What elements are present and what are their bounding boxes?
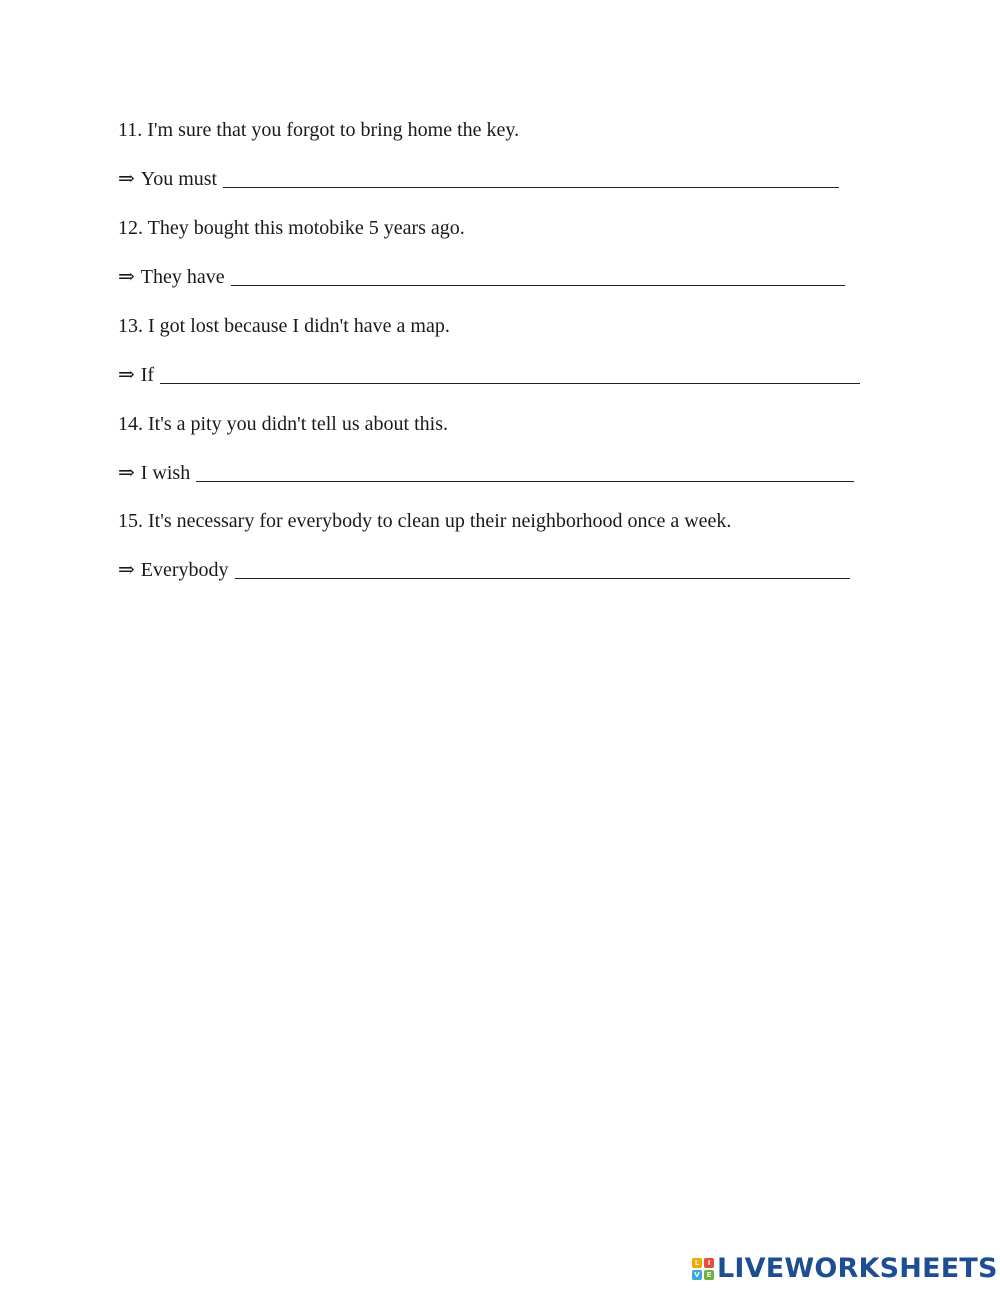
question-text: 15. It's necessary for everybody to clean up their neighborhood once a week. [118,510,732,532]
answer-prompt: Everybody [140,559,229,581]
answer-blank[interactable] [231,267,845,286]
question-14 [118,412,448,436]
logo-letter-v: V [692,1270,702,1280]
answer-prompt: I wish [140,462,191,484]
implies-arrow-icon: ⇒ [118,559,135,581]
question-text: 11. I'm sure that you forgot to bring home the key. [118,119,520,141]
answer-line-14 [118,461,854,485]
answer-blank[interactable] [160,365,860,384]
brand-name: LIVEWORKSHEETS [717,1253,998,1284]
answer-blank[interactable] [223,169,839,188]
answer-prompt: You must [140,168,218,190]
implies-arrow-icon: ⇒ [118,266,135,288]
answer-line-12 [118,265,845,289]
answer-line-15 [118,558,850,582]
question-text: 14. It's a pity you didn't tell us about this. [118,413,448,435]
implies-arrow-icon: ⇒ [118,364,135,386]
logo-letter-e: E [704,1270,714,1280]
answer-prompt: They have [140,266,225,288]
question-15 [118,509,731,533]
answer-line-13 [118,363,860,387]
answer-blank[interactable] [196,463,854,482]
question-13 [118,314,450,338]
liveworksheets-brand [692,1255,998,1283]
implies-arrow-icon: ⇒ [118,462,135,484]
question-text: 12. They bought this motobike 5 years ago. [118,217,465,239]
question-12 [118,216,465,240]
question-text: 13. I got lost because I didn't have a map. [118,315,450,337]
answer-line-11 [118,167,839,191]
implies-arrow-icon: ⇒ [118,168,135,190]
logo-letter-l: L [692,1258,702,1268]
answer-blank[interactable] [235,560,850,579]
logo-letter-i: I [704,1258,714,1268]
answer-prompt: If [140,364,155,386]
liveworksheets-logo-icon [692,1258,714,1280]
question-11 [118,118,519,142]
